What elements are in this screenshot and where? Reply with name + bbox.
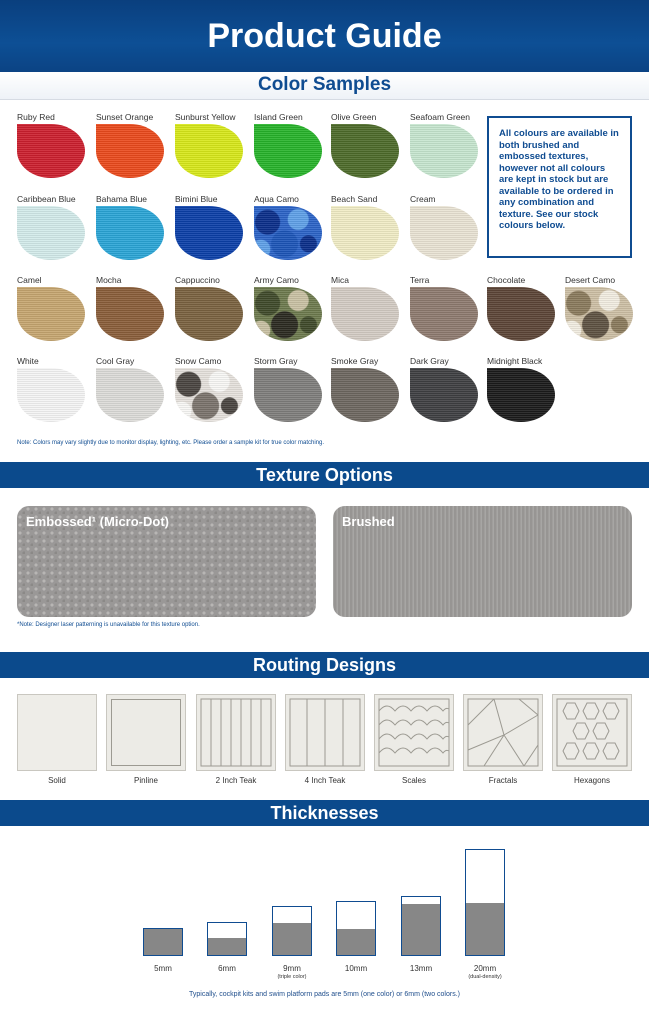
swatch-desert-camo[interactable] xyxy=(565,275,637,343)
swatch-olive-green[interactable] xyxy=(331,112,403,180)
swatch-drop xyxy=(254,206,322,260)
thickness-13mm-label: 13mm xyxy=(409,964,433,973)
routing-designs-heading: Routing Designs xyxy=(0,652,649,678)
swatch-drop xyxy=(17,206,85,260)
swatch-drop xyxy=(17,287,85,341)
swatch-mocha[interactable] xyxy=(96,275,168,343)
scales-pattern xyxy=(375,695,453,770)
swatch-drop xyxy=(410,206,478,260)
thickness-6mm-pad xyxy=(207,922,247,956)
swatch-drop xyxy=(331,368,399,422)
swatch-label: Island Green xyxy=(254,112,303,122)
swatch-drop xyxy=(17,124,85,178)
swatch-drop xyxy=(487,368,555,422)
swatch-cool-gray[interactable] xyxy=(96,356,168,424)
swatch-mica[interactable] xyxy=(331,275,403,343)
swatch-white[interactable] xyxy=(17,356,89,424)
swatch-label: Aqua Camo xyxy=(254,194,299,204)
swatch-drop xyxy=(565,287,633,341)
swatch-drop xyxy=(175,124,243,178)
swatch-drop xyxy=(96,124,164,178)
swatch-label: Camel xyxy=(17,275,42,285)
swatch-drop xyxy=(254,368,322,422)
swatch-midnight-black[interactable] xyxy=(487,356,559,424)
swatch-drop xyxy=(487,287,555,341)
swatch-label: Desert Camo xyxy=(565,275,616,285)
routing-scales-label: Scales xyxy=(401,776,426,785)
stock-info-box: All colours are available in both brushed and embossed textures, however not all colours are kept in stock but are available to be ordered in any combination and texture. See our stock colours below. xyxy=(487,116,632,258)
swatch-drop xyxy=(96,287,164,341)
swatch-label: Smoke Gray xyxy=(331,356,379,366)
swatch-sunburst-yellow[interactable] xyxy=(175,112,247,180)
swatch-drop xyxy=(175,206,243,260)
swatch-drop xyxy=(410,368,478,422)
swatch-drop xyxy=(254,124,322,178)
swatch-caribbean-blue[interactable] xyxy=(17,194,89,262)
texture-embossed-label: Embossed¹ (Micro-Dot) xyxy=(26,514,169,529)
texture-note: *Note: Designer laser patterning is unavailable for this texture option. xyxy=(17,622,200,628)
swatch-label: Beach Sand xyxy=(331,194,378,204)
swatch-ruby-red[interactable] xyxy=(17,112,89,180)
routing-4-inch-teak-tile[interactable] xyxy=(285,694,365,771)
thickness-20mm-label: 20mm (dual-density) xyxy=(455,964,515,982)
swatch-drop xyxy=(331,287,399,341)
swatch-drop xyxy=(254,287,322,341)
routing-solid-label: Solid xyxy=(48,776,66,785)
swatch-label: Cool Gray xyxy=(96,356,135,366)
swatch-drop xyxy=(175,368,243,422)
swatch-drop xyxy=(331,124,399,178)
swatch-label: Snow Camo xyxy=(175,356,222,366)
routing-fractals-tile[interactable] xyxy=(463,694,543,771)
thickness-9mm-label: 9mm (triple color) xyxy=(262,964,322,982)
swatch-label: Dark Gray xyxy=(410,356,449,366)
swatch-label: Terra xyxy=(410,275,430,285)
swatch-cream[interactable] xyxy=(410,194,482,262)
swatch-drop xyxy=(410,287,478,341)
teak-2-inch-pattern xyxy=(197,695,275,770)
swatch-label: Cream xyxy=(410,194,436,204)
swatch-label: Sunset Orange xyxy=(96,112,154,122)
thickness-6mm-label: 6mm xyxy=(218,964,236,973)
swatch-drop xyxy=(17,368,85,422)
swatch-label: Midnight Black xyxy=(487,356,543,366)
pinline-pattern xyxy=(111,699,181,766)
swatch-label: Seafoam Green xyxy=(410,112,471,122)
swatch-drop xyxy=(331,206,399,260)
routing-4-inch-teak-label: 4 Inch Teak xyxy=(304,776,346,785)
swatch-sunset-orange[interactable] xyxy=(96,112,168,180)
swatch-cappuccino[interactable] xyxy=(175,275,247,343)
swatch-camel[interactable] xyxy=(17,275,89,343)
thickness-20mm-pad xyxy=(465,849,505,956)
swatch-label: Chocolate xyxy=(487,275,526,285)
page-title: Product Guide xyxy=(0,0,649,72)
thickness-5mm-pad xyxy=(143,928,183,956)
swatch-drop xyxy=(96,206,164,260)
color-samples-heading: Color Samples xyxy=(0,72,649,100)
swatch-label: Cappuccino xyxy=(175,275,220,285)
swatch-bahama-blue[interactable] xyxy=(96,194,168,262)
swatch-storm-gray[interactable] xyxy=(254,356,326,424)
routing-pinline-tile[interactable] xyxy=(106,694,186,771)
swatch-drop xyxy=(410,124,478,178)
texture-options-heading: Texture Options xyxy=(0,462,649,488)
swatch-label: Mica xyxy=(331,275,349,285)
routing-fractals-label: Fractals xyxy=(488,776,518,785)
thicknesses-heading: Thicknesses xyxy=(0,800,649,826)
fractals-pattern xyxy=(464,695,542,770)
routing-2-inch-teak-label: 2 Inch Teak xyxy=(215,776,257,785)
solid-pattern xyxy=(18,695,96,770)
hexagons-pattern xyxy=(553,695,631,770)
swatch-label: Bahama Blue xyxy=(96,194,148,204)
swatch-label: Ruby Red xyxy=(17,112,55,122)
thickness-5mm-label: 5mm xyxy=(154,964,172,973)
thickness-10mm-pad xyxy=(336,901,376,956)
swatch-beach-sand[interactable] xyxy=(331,194,403,262)
swatch-drop xyxy=(175,287,243,341)
thickness-10mm-label: 10mm xyxy=(344,964,368,973)
routing-scales-tile[interactable] xyxy=(374,694,454,771)
thickness-9mm-note: (triple color) xyxy=(277,974,307,980)
swatch-label: Bimini Blue xyxy=(175,194,218,204)
routing-solid-tile[interactable] xyxy=(17,694,97,771)
swatch-dark-gray[interactable] xyxy=(410,356,482,424)
swatch-bimini-blue[interactable] xyxy=(175,194,247,262)
texture-embossed-card[interactable] xyxy=(17,506,316,617)
thickness-20mm-note: (dual-density) xyxy=(468,974,502,980)
swatch-aqua-camo[interactable] xyxy=(254,194,326,262)
texture-brushed-card[interactable] xyxy=(333,506,632,617)
swatch-terra[interactable] xyxy=(410,275,482,343)
swatch-chocolate[interactable] xyxy=(487,275,559,343)
swatch-label: Mocha xyxy=(96,275,122,285)
swatch-label: Caribbean Blue xyxy=(17,194,76,204)
teak-4-inch-pattern xyxy=(286,695,364,770)
swatch-army-camo[interactable] xyxy=(254,275,326,343)
swatch-seafoam-green[interactable] xyxy=(410,112,482,180)
thickness-13mm-pad xyxy=(401,896,441,956)
swatch-label: Sunburst Yellow xyxy=(175,112,236,122)
swatch-island-green[interactable] xyxy=(254,112,326,180)
color-note: Note: Colors may vary slightly due to monitor display, lighting, etc. Please order a sample kit for true color matching. xyxy=(17,440,325,446)
routing-pinline-label: Pinline xyxy=(133,776,158,785)
swatch-label: Army Camo xyxy=(254,275,299,285)
thickness-9mm-pad xyxy=(272,906,312,956)
swatch-label: Storm Gray xyxy=(254,356,298,366)
swatch-drop xyxy=(96,368,164,422)
swatch-snow-camo[interactable] xyxy=(175,356,247,424)
routing-hexagons-label: Hexagons xyxy=(573,776,611,785)
swatch-label: Olive Green xyxy=(331,112,377,122)
routing-hexagons-tile[interactable] xyxy=(552,694,632,771)
thickness-footer-note: Typically, cockpit kits and swim platform pads are 5mm (one color) or 6mm (two colors.) xyxy=(188,991,460,998)
texture-brushed-label: Brushed xyxy=(342,514,395,529)
routing-2-inch-teak-tile[interactable] xyxy=(196,694,276,771)
swatch-smoke-gray[interactable] xyxy=(331,356,403,424)
swatch-label: White xyxy=(17,356,39,366)
